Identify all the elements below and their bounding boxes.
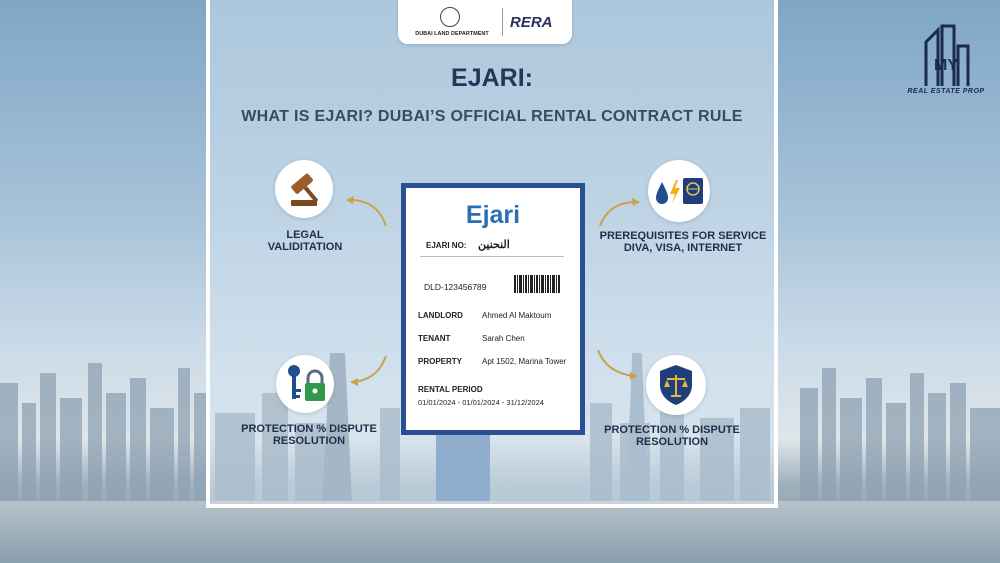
arrow-to-prerequisites-icon bbox=[596, 192, 646, 232]
brand-logo-icon bbox=[918, 22, 974, 88]
ejari-no-value: النحنين bbox=[478, 239, 510, 251]
prerequisites-feature-label bbox=[598, 230, 768, 254]
landlord-value: Ahmed Al Maktoum bbox=[482, 311, 552, 320]
logo-bar bbox=[398, 0, 572, 44]
utilities-passport-icon bbox=[648, 160, 710, 222]
barcode-icon bbox=[514, 275, 562, 293]
arrow-to-legal-icon bbox=[340, 190, 390, 230]
brand-monogram: MY bbox=[934, 57, 958, 74]
rental-period-value: 01/01/2024 - 01/01/2024 - 31/12/2024 bbox=[418, 398, 544, 407]
protection-left-label-line1: PROTECTION % DISPUTE bbox=[241, 423, 377, 435]
rental-period-label: RENTAL PERIOD bbox=[418, 385, 483, 394]
ejari-logo: Ejari bbox=[465, 201, 521, 229]
legal-label-line2: VALIDITATION bbox=[267, 241, 343, 253]
arrow-to-protection-right-icon bbox=[594, 346, 642, 384]
key-lock-icon bbox=[276, 355, 334, 413]
shield-scales-icon bbox=[646, 355, 706, 415]
protection-left-feature-circle bbox=[276, 355, 334, 413]
page-subtitle: WHAT IS EJARI? DUBAI’S OFFICIAL RENTAL CONTRACT RULE bbox=[241, 108, 743, 125]
dld-name: DUBAI LAND DEPARTMENT bbox=[415, 31, 489, 37]
ejari-no-label: EJARI NO: bbox=[426, 241, 467, 250]
protection-left-label-line2: RESOLUTION bbox=[272, 435, 346, 447]
water bbox=[0, 501, 1000, 563]
prerequisites-label-line1: PREREQUISITES FOR SERVICE bbox=[599, 230, 767, 242]
page-title: EJARI: bbox=[451, 64, 533, 92]
dld-seal-icon bbox=[440, 7, 460, 27]
prerequisites-feature-circle bbox=[648, 160, 710, 222]
tenant-label: TENANT bbox=[418, 334, 451, 343]
logo-divider bbox=[502, 8, 503, 36]
protection-left-feature-label bbox=[230, 423, 388, 447]
gavel-icon bbox=[275, 160, 333, 218]
protection-right-label-line1: PROTECTION % DISPUTE bbox=[604, 424, 740, 436]
legal-feature-label bbox=[232, 229, 378, 253]
card-divider bbox=[420, 256, 564, 257]
protection-right-feature-label bbox=[594, 424, 750, 448]
tenant-value: Sarah Chen bbox=[482, 334, 525, 343]
legal-feature-circle bbox=[275, 160, 333, 218]
property-label: PROPERTY bbox=[418, 357, 463, 366]
prerequisites-label-line2: DIVA, VISA, INTERNET bbox=[623, 242, 743, 254]
arrow-to-protection-left-icon bbox=[344, 352, 390, 388]
legal-label-line1: LEGAL bbox=[286, 229, 324, 241]
landlord-label: LANDLORD bbox=[418, 311, 463, 320]
dld-number: DLD-123456789 bbox=[424, 282, 487, 292]
rera-logo: RERA bbox=[510, 14, 553, 31]
property-value: Apt 1502, Marina Tower bbox=[482, 357, 567, 366]
protection-right-label-line2: RESOLUTION bbox=[635, 436, 709, 448]
protection-right-feature-circle bbox=[646, 355, 706, 415]
brand-name: REAL ESTATE PROP bbox=[907, 88, 985, 95]
